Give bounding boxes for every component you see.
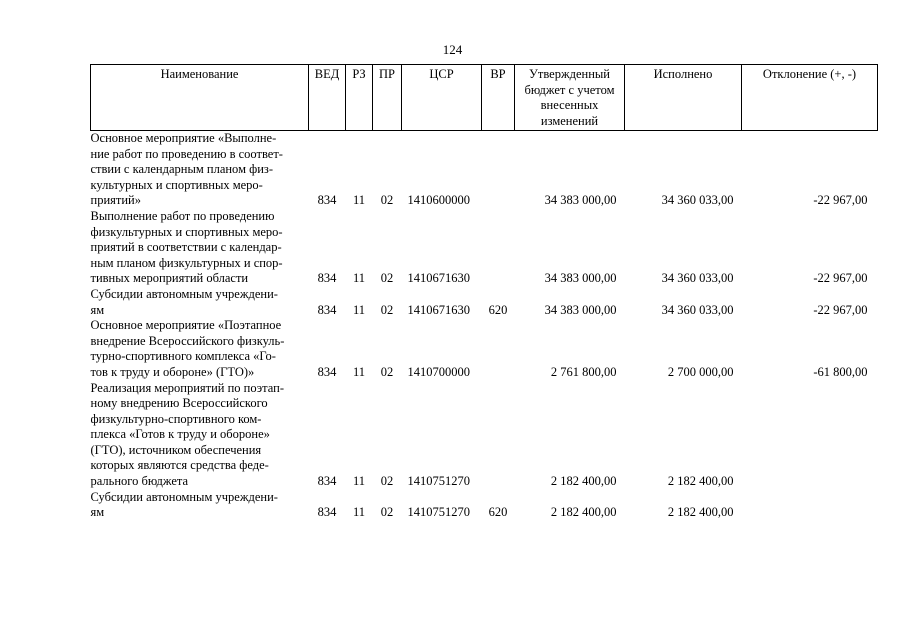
cell-approved: 2 761 800,00 <box>550 364 617 379</box>
budget-table <box>90 64 878 521</box>
cell-name-line: культурных и спортивных меро- <box>90 177 263 192</box>
table-body <box>91 131 878 521</box>
cell-name <box>91 490 309 521</box>
cell-name-line: внедрение Всероссийского физкуль- <box>90 333 285 348</box>
cell-ved: 834 <box>317 193 337 208</box>
cell-pr: 02 <box>380 193 394 208</box>
cell-deviation: -22 967,00 <box>813 302 868 317</box>
header-ved: ВЕД <box>309 65 346 131</box>
cell-vr <box>482 131 515 209</box>
cell-name-line: которых являются средства феде- <box>90 458 269 473</box>
cell-name <box>91 381 309 490</box>
cell-deviation <box>742 381 878 490</box>
cell-name-line: тов к труду и обороне» (ГТО)» <box>90 364 255 379</box>
cell-rz: 11 <box>352 302 366 317</box>
table-row <box>91 318 878 380</box>
header-csr: ЦСР <box>402 65 482 131</box>
cell-vr: 620 <box>488 302 508 317</box>
table-row <box>91 131 878 209</box>
cell-name-line: физкультурно-спортивного ком- <box>90 411 262 426</box>
cell-vr <box>482 209 515 287</box>
cell-name-line: тивных мероприятий области <box>90 271 249 286</box>
cell-rz: 11 <box>352 193 366 208</box>
cell-name-line: Реализация мероприятий по поэтап- <box>90 380 284 395</box>
cell-pr: 02 <box>380 271 394 286</box>
cell-name-line: ям <box>90 505 105 520</box>
cell-deviation: -61 800,00 <box>813 364 868 379</box>
header-vr: ВР <box>482 65 515 131</box>
cell-approved: 2 182 400,00 <box>550 505 617 520</box>
table-header-row <box>91 65 878 131</box>
cell-name <box>91 209 309 287</box>
header-approved: Утвержденный бюджет с учетом внесенных изменений <box>515 65 625 131</box>
cell-name-line: Основное мероприятие «Выполне- <box>90 131 277 145</box>
cell-pr: 02 <box>380 505 394 520</box>
cell-csr: 1410671630 <box>407 271 470 286</box>
cell-vr <box>482 318 515 380</box>
cell-name-line: Выполнение работ по проведению <box>90 208 275 223</box>
cell-ved: 834 <box>317 364 337 379</box>
header-executed: Исполнено <box>625 65 742 131</box>
cell-executed: 34 360 033,00 <box>661 302 734 317</box>
cell-deviation: -22 967,00 <box>813 193 868 208</box>
cell-vr: 620 <box>488 505 508 520</box>
cell-executed: 34 360 033,00 <box>661 193 734 208</box>
cell-executed: 2 182 400,00 <box>667 505 734 520</box>
cell-csr: 1410700000 <box>407 364 470 379</box>
cell-name-line: ние работ по проведению в соответ- <box>90 146 283 161</box>
cell-ved: 834 <box>317 271 337 286</box>
cell-name-line: (ГТО), источником обеспечения <box>90 442 262 457</box>
table-row <box>91 209 878 287</box>
cell-pr: 02 <box>380 302 394 317</box>
cell-csr: 1410751270 <box>407 505 470 520</box>
cell-name-line: физкультурных и спортивных меро- <box>90 224 283 239</box>
cell-name-line: плекса «Готов к труду и обороне» <box>90 427 270 442</box>
cell-approved: 34 383 000,00 <box>544 302 617 317</box>
cell-rz: 11 <box>352 364 366 379</box>
table-row <box>91 490 878 521</box>
cell-name-line: ному внедрению Всероссийского <box>90 396 268 411</box>
cell-csr: 1410600000 <box>407 193 470 208</box>
cell-name <box>91 287 309 318</box>
cell-name-line: ствии с календарным планом физ- <box>90 162 273 177</box>
header-name: Наименование <box>91 65 309 131</box>
cell-approved: 2 182 400,00 <box>550 474 617 489</box>
header-rz: РЗ <box>346 65 373 131</box>
cell-executed: 2 700 000,00 <box>667 364 734 379</box>
cell-vr <box>482 381 515 490</box>
cell-approved: 34 383 000,00 <box>544 271 617 286</box>
cell-pr: 02 <box>380 474 394 489</box>
cell-name-line: рального бюджета <box>90 474 189 489</box>
cell-name-line: Основное мероприятие «Поэтапное <box>90 318 282 333</box>
cell-csr: 1410671630 <box>407 302 470 317</box>
header-pr: ПР <box>373 65 402 131</box>
cell-ved: 834 <box>317 505 337 520</box>
page-number: 124 <box>442 42 463 57</box>
cell-rz: 11 <box>352 271 366 286</box>
cell-name-line: ям <box>90 302 105 317</box>
cell-deviation: -22 967,00 <box>813 271 868 286</box>
cell-csr: 1410751270 <box>407 474 470 489</box>
cell-deviation <box>742 490 878 521</box>
cell-pr: 02 <box>380 364 394 379</box>
cell-name <box>91 318 309 380</box>
header-deviation: Отклонение (+, -) <box>742 65 878 131</box>
cell-name-line: Субсидии автономным учреждени- <box>90 489 278 504</box>
cell-name <box>91 131 309 209</box>
cell-name-line: Субсидии автономным учреждени- <box>90 286 278 301</box>
table-row <box>91 287 878 318</box>
cell-ved: 834 <box>317 302 337 317</box>
table-row <box>91 381 878 490</box>
cell-ved: 834 <box>317 474 337 489</box>
cell-name-line: ным планом физкультурных и спор- <box>90 255 283 270</box>
cell-name-line: турно-спортивного комплекса «Го- <box>90 349 276 364</box>
cell-executed: 2 182 400,00 <box>667 474 734 489</box>
cell-approved: 34 383 000,00 <box>544 193 617 208</box>
cell-rz: 11 <box>352 505 366 520</box>
cell-name-line: приятий в соответствии с календар- <box>90 240 282 255</box>
cell-executed: 34 360 033,00 <box>661 271 734 286</box>
cell-name-line: приятий» <box>90 193 141 208</box>
cell-rz: 11 <box>352 474 366 489</box>
